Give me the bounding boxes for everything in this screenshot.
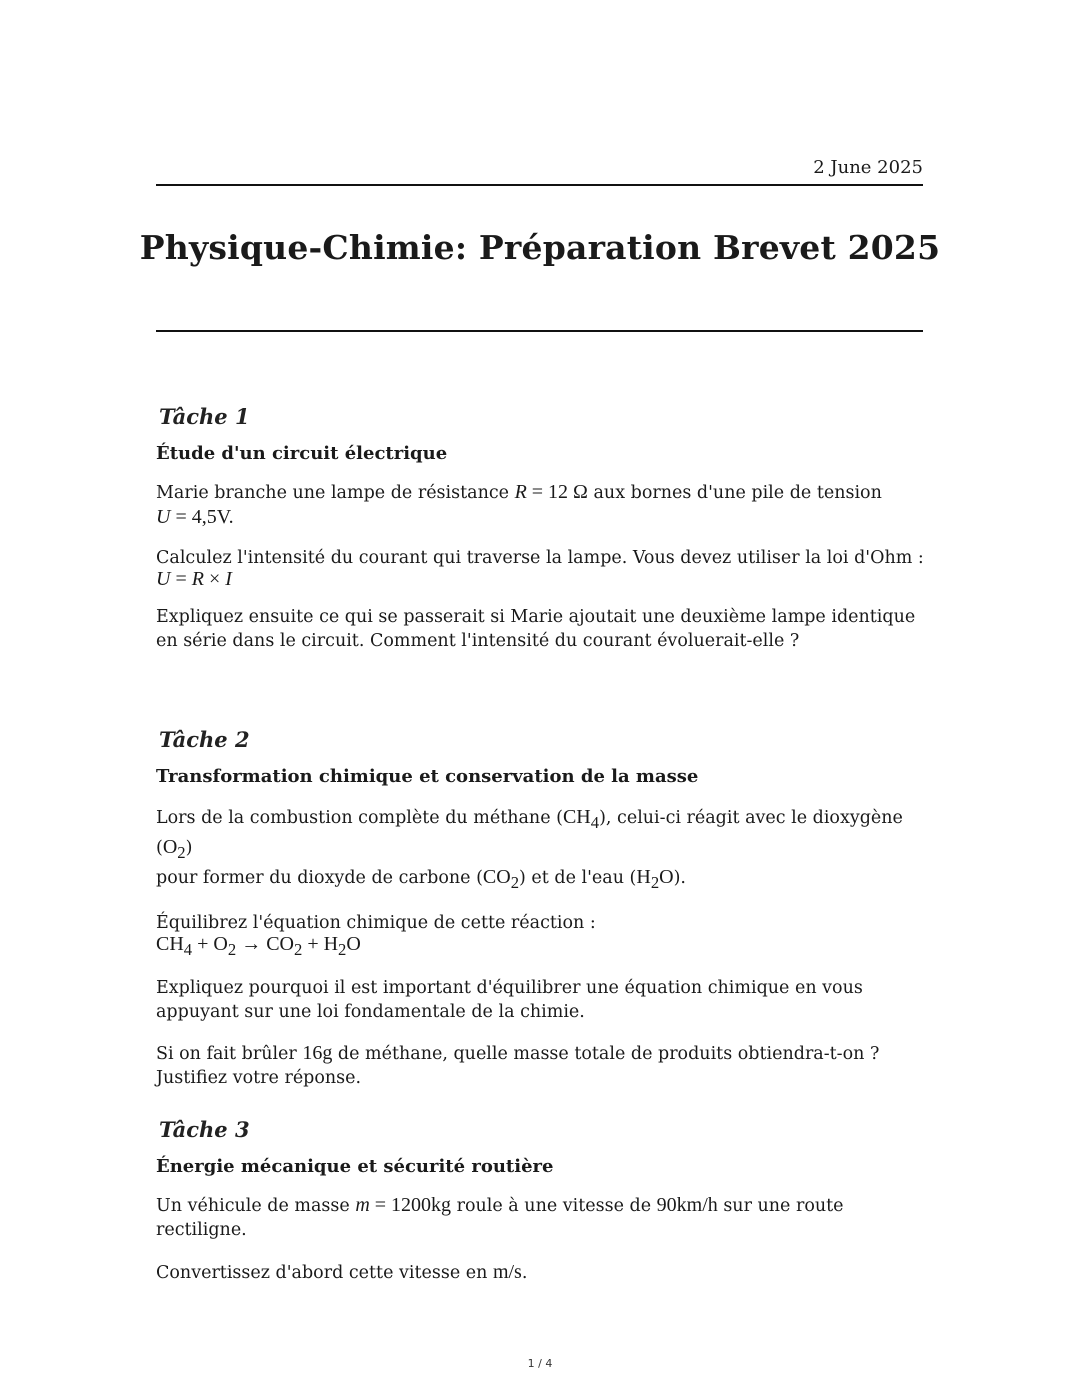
task-1 bbox=[156, 404, 926, 653]
task-1-paragraph-3: Expliquez ensuite ce qui se passerait si Marie ajoutait une deuxième lampe identique en série dans le circuit. Comment l'intensité du courant évoluerait-elle ? bbox=[156, 607, 916, 651]
task-3 bbox=[156, 1117, 926, 1285]
header-date: 2 June 2025 bbox=[813, 157, 923, 178]
task-3-paragraph-1: Un véhicule de masse m = 1200kg roule à une vitesse de 90km/h sur une route rectiligne. bbox=[156, 1194, 844, 1240]
header-rule bbox=[156, 184, 923, 186]
task-1-paragraph-2: Calculez l'intensité du courant qui traverse la lampe. Vous devez utiliser la loi d'Ohm : U = R × I bbox=[156, 548, 924, 590]
task-2-heading: Tâche 2 bbox=[159, 727, 250, 752]
task-1-paragraph-1: Marie branche une lampe de résistance R = 12 Ω aux bornes d'une pile de tension U = 4,5V. bbox=[156, 481, 882, 528]
task-2-subheading: Transformation chimique et conservation de la masse bbox=[156, 766, 699, 787]
page-number: 1 / 4 bbox=[527, 1357, 553, 1370]
task-3-subheading: Énergie mécanique et sécurité routière bbox=[156, 1156, 554, 1177]
title-rule bbox=[156, 330, 923, 332]
task-1-subheading: Étude d'un circuit électrique bbox=[156, 443, 448, 464]
task-2-paragraph-3: Expliquez pourquoi il est important d'équilibrer une équation chimique en vous appuyant sur une loi fondamentale de la chimie. bbox=[156, 978, 863, 1022]
task-2 bbox=[156, 727, 926, 1090]
task-3-paragraph-2: Convertissez d'abord cette vitesse en m/s. bbox=[156, 1261, 528, 1283]
task-3-heading: Tâche 3 bbox=[159, 1117, 250, 1142]
task-2-paragraph-2: Équilibrez l'équation chimique de cette réaction : $CH_4 + O_2 \to CO_2 + H_2O$ bbox=[156, 913, 596, 959]
task-2-paragraph-1: Lors de la combustion complète du méthane $(CH_4)$, celui-ci réagit avec le dioxygène $(O_2)$ pour former du dioxyde de carbone $(CO_2)$ et de l'eau $(H_2O)$. bbox=[156, 806, 903, 892]
page-title: Physique-Chimie: Préparation Brevet 2025 bbox=[139, 228, 941, 267]
task-1-heading: Tâche 1 bbox=[159, 404, 250, 429]
task-2-paragraph-4: Si on fait brûler 16g de méthane, quelle masse totale de produits obtiendra-t-on ? Justifiez votre réponse. bbox=[156, 1042, 880, 1088]
